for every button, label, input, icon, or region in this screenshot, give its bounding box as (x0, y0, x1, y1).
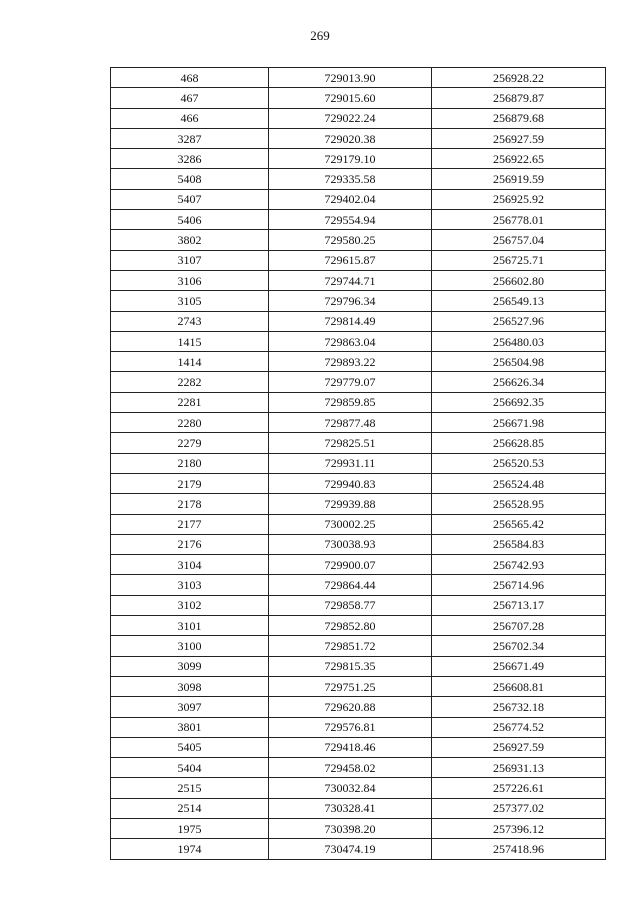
table-row (111, 494, 606, 514)
y-coordinate-cell: 257377.02 (432, 798, 606, 818)
table-row (111, 108, 606, 128)
point-id-cell: 468 (111, 68, 269, 88)
point-id-cell: 2280 (111, 413, 269, 433)
coordinates-table (110, 67, 606, 860)
y-coordinate-cell: 256584.83 (432, 534, 606, 554)
y-coordinate-cell: 257396.12 (432, 818, 606, 838)
y-coordinate-cell: 256919.59 (432, 169, 606, 189)
x-coordinate-cell: 729013.90 (269, 68, 432, 88)
point-id-cell: 5407 (111, 189, 269, 209)
x-coordinate-cell: 729179.10 (269, 149, 432, 169)
x-coordinate-cell: 729864.44 (269, 575, 432, 595)
point-id-cell: 3286 (111, 149, 269, 169)
y-coordinate-cell: 256732.18 (432, 697, 606, 717)
table-row (111, 717, 606, 737)
y-coordinate-cell: 257226.61 (432, 778, 606, 798)
y-coordinate-cell: 256879.87 (432, 88, 606, 108)
table-row (111, 534, 606, 554)
table-row (111, 453, 606, 473)
y-coordinate-cell: 256757.04 (432, 230, 606, 250)
table-row (111, 128, 606, 148)
table-row (111, 636, 606, 656)
table-row (111, 575, 606, 595)
table-row (111, 169, 606, 189)
y-coordinate-cell: 256671.98 (432, 413, 606, 433)
x-coordinate-cell: 729893.22 (269, 352, 432, 372)
y-coordinate-cell: 256778.01 (432, 210, 606, 230)
x-coordinate-cell: 729744.71 (269, 270, 432, 290)
point-id-cell: 2281 (111, 392, 269, 412)
y-coordinate-cell: 257418.96 (432, 839, 606, 859)
y-coordinate-cell: 256702.34 (432, 636, 606, 656)
x-coordinate-cell: 729858.77 (269, 595, 432, 615)
y-coordinate-cell: 256927.59 (432, 737, 606, 757)
point-id-cell: 466 (111, 108, 269, 128)
x-coordinate-cell: 729020.38 (269, 128, 432, 148)
y-coordinate-cell: 256671.49 (432, 656, 606, 676)
x-coordinate-cell: 730032.84 (269, 778, 432, 798)
y-coordinate-cell: 256707.28 (432, 616, 606, 636)
table-row (111, 798, 606, 818)
y-coordinate-cell: 256549.13 (432, 291, 606, 311)
point-id-cell: 3106 (111, 270, 269, 290)
table-row (111, 413, 606, 433)
table-row (111, 758, 606, 778)
y-coordinate-cell: 256504.98 (432, 352, 606, 372)
y-coordinate-cell: 256524.48 (432, 473, 606, 493)
point-id-cell: 2515 (111, 778, 269, 798)
x-coordinate-cell: 730038.93 (269, 534, 432, 554)
y-coordinate-cell: 256528.95 (432, 494, 606, 514)
point-id-cell: 3103 (111, 575, 269, 595)
y-coordinate-cell: 256480.03 (432, 331, 606, 351)
table-row (111, 210, 606, 230)
y-coordinate-cell: 256928.22 (432, 68, 606, 88)
y-coordinate-cell: 256925.92 (432, 189, 606, 209)
x-coordinate-cell: 729851.72 (269, 636, 432, 656)
x-coordinate-cell: 729554.94 (269, 210, 432, 230)
y-coordinate-cell: 256922.65 (432, 149, 606, 169)
x-coordinate-cell: 730398.20 (269, 818, 432, 838)
y-coordinate-cell: 256565.42 (432, 514, 606, 534)
table-row (111, 392, 606, 412)
y-coordinate-cell: 256879.68 (432, 108, 606, 128)
y-coordinate-cell: 256713.17 (432, 595, 606, 615)
point-id-cell: 3105 (111, 291, 269, 311)
point-id-cell: 2177 (111, 514, 269, 534)
x-coordinate-cell: 729931.11 (269, 453, 432, 473)
table-row (111, 270, 606, 290)
table-row (111, 250, 606, 270)
table-row (111, 433, 606, 453)
point-id-cell: 5405 (111, 737, 269, 757)
table-row (111, 616, 606, 636)
x-coordinate-cell: 730002.25 (269, 514, 432, 534)
y-coordinate-cell: 256626.34 (432, 372, 606, 392)
table-row (111, 352, 606, 372)
y-coordinate-cell: 256527.96 (432, 311, 606, 331)
table-row (111, 676, 606, 696)
table-row (111, 88, 606, 108)
point-id-cell: 467 (111, 88, 269, 108)
x-coordinate-cell: 729418.46 (269, 737, 432, 757)
table-row (111, 473, 606, 493)
table-row (111, 230, 606, 250)
table-row (111, 514, 606, 534)
point-id-cell: 3801 (111, 717, 269, 737)
x-coordinate-cell: 729900.07 (269, 555, 432, 575)
table-row (111, 291, 606, 311)
x-coordinate-cell: 730328.41 (269, 798, 432, 818)
point-id-cell: 1415 (111, 331, 269, 351)
table-row (111, 737, 606, 757)
point-id-cell: 3107 (111, 250, 269, 270)
table-row (111, 331, 606, 351)
point-id-cell: 2514 (111, 798, 269, 818)
point-id-cell: 1975 (111, 818, 269, 838)
page-number: 269 (310, 28, 330, 43)
point-id-cell: 2279 (111, 433, 269, 453)
y-coordinate-cell: 256742.93 (432, 555, 606, 575)
x-coordinate-cell: 729022.24 (269, 108, 432, 128)
y-coordinate-cell: 256692.35 (432, 392, 606, 412)
table-row (111, 372, 606, 392)
x-coordinate-cell: 729814.49 (269, 311, 432, 331)
point-id-cell: 1974 (111, 839, 269, 859)
x-coordinate-cell: 729576.81 (269, 717, 432, 737)
point-id-cell: 5406 (111, 210, 269, 230)
x-coordinate-cell: 729015.60 (269, 88, 432, 108)
table-row (111, 656, 606, 676)
x-coordinate-cell: 729402.04 (269, 189, 432, 209)
table-row (111, 595, 606, 615)
x-coordinate-cell: 729796.34 (269, 291, 432, 311)
point-id-cell: 3098 (111, 676, 269, 696)
point-id-cell: 1414 (111, 352, 269, 372)
x-coordinate-cell: 729877.48 (269, 413, 432, 433)
point-id-cell: 5404 (111, 758, 269, 778)
point-id-cell: 5408 (111, 169, 269, 189)
table-row (111, 778, 606, 798)
x-coordinate-cell: 729852.80 (269, 616, 432, 636)
x-coordinate-cell: 729939.88 (269, 494, 432, 514)
y-coordinate-cell: 256774.52 (432, 717, 606, 737)
point-id-cell: 2743 (111, 311, 269, 331)
table-row (111, 818, 606, 838)
y-coordinate-cell: 256602.80 (432, 270, 606, 290)
y-coordinate-cell: 256714.96 (432, 575, 606, 595)
x-coordinate-cell: 729458.02 (269, 758, 432, 778)
table-row (111, 149, 606, 169)
y-coordinate-cell: 256608.81 (432, 676, 606, 696)
point-id-cell: 3104 (111, 555, 269, 575)
x-coordinate-cell: 729335.58 (269, 169, 432, 189)
point-id-cell: 3287 (111, 128, 269, 148)
table-row (111, 555, 606, 575)
point-id-cell: 2179 (111, 473, 269, 493)
point-id-cell: 2176 (111, 534, 269, 554)
x-coordinate-cell: 729779.07 (269, 372, 432, 392)
x-coordinate-cell: 729815.35 (269, 656, 432, 676)
table-row (111, 697, 606, 717)
point-id-cell: 2180 (111, 453, 269, 473)
table-row (111, 68, 606, 88)
point-id-cell: 3100 (111, 636, 269, 656)
point-id-cell: 3099 (111, 656, 269, 676)
point-id-cell: 3101 (111, 616, 269, 636)
x-coordinate-cell: 729580.25 (269, 230, 432, 250)
coordinates-table-body (111, 68, 606, 860)
y-coordinate-cell: 256931.13 (432, 758, 606, 778)
x-coordinate-cell: 730474.19 (269, 839, 432, 859)
table-row (111, 311, 606, 331)
point-id-cell: 3802 (111, 230, 269, 250)
x-coordinate-cell: 729859.85 (269, 392, 432, 412)
point-id-cell: 2282 (111, 372, 269, 392)
table-row (111, 839, 606, 859)
table-row (111, 189, 606, 209)
y-coordinate-cell: 256725.71 (432, 250, 606, 270)
x-coordinate-cell: 729940.83 (269, 473, 432, 493)
x-coordinate-cell: 729751.25 (269, 676, 432, 696)
x-coordinate-cell: 729615.87 (269, 250, 432, 270)
x-coordinate-cell: 729825.51 (269, 433, 432, 453)
y-coordinate-cell: 256628.85 (432, 433, 606, 453)
point-id-cell: 2178 (111, 494, 269, 514)
x-coordinate-cell: 729620.88 (269, 697, 432, 717)
point-id-cell: 3097 (111, 697, 269, 717)
x-coordinate-cell: 729863.04 (269, 331, 432, 351)
y-coordinate-cell: 256927.59 (432, 128, 606, 148)
point-id-cell: 3102 (111, 595, 269, 615)
y-coordinate-cell: 256520.53 (432, 453, 606, 473)
